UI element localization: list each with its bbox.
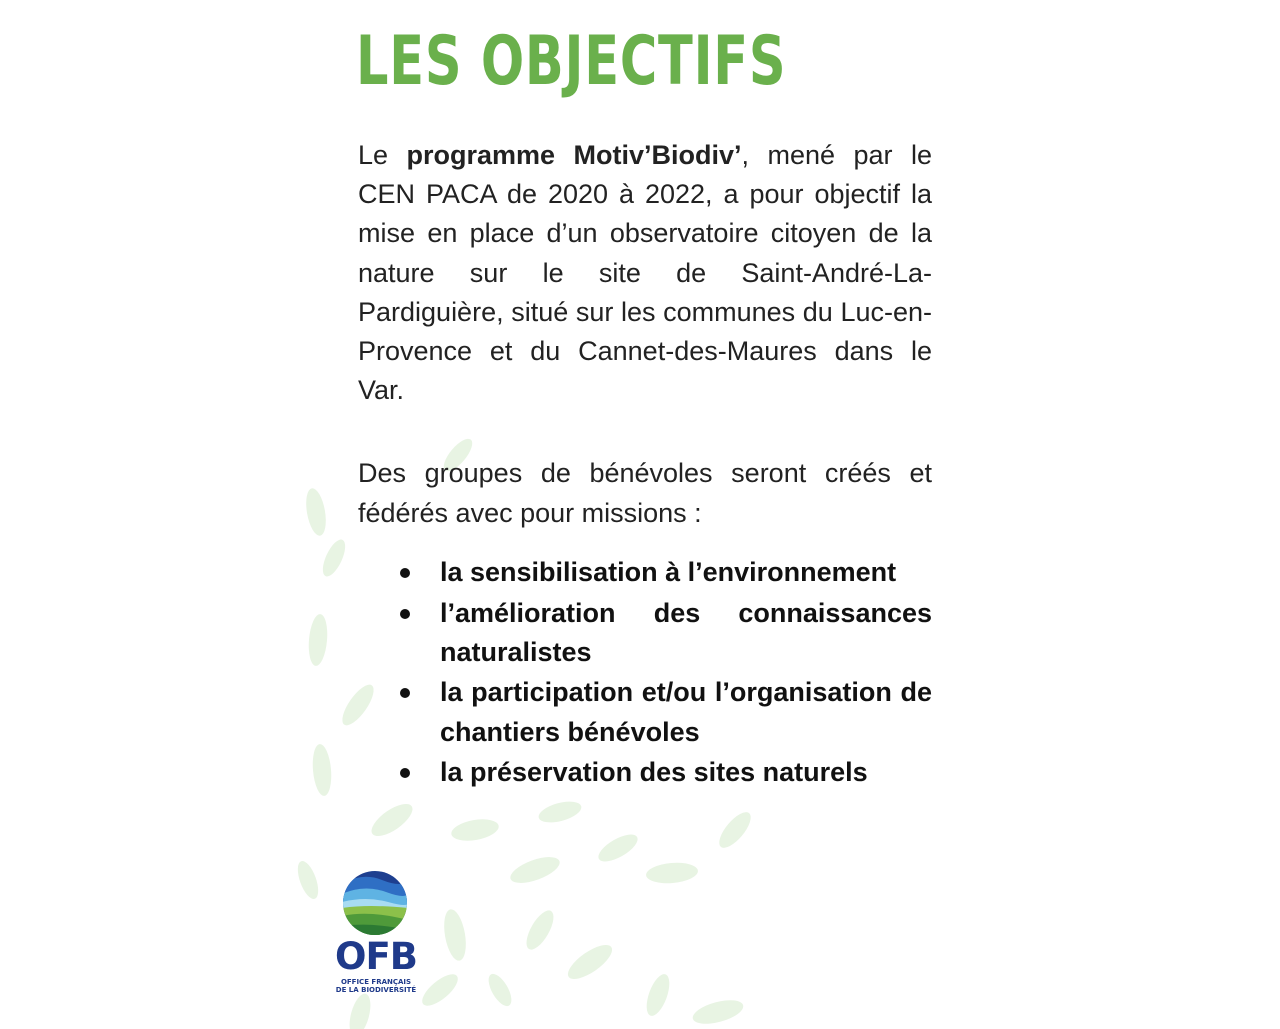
intro-text: Le <box>358 140 407 170</box>
intro-paragraph <box>358 136 932 410</box>
list-item <box>358 753 932 792</box>
list-item <box>358 553 932 592</box>
volunteers-paragraph: Des groupes de bénévoles seront créés et fédérés avec pour missions : <box>358 458 932 528</box>
missions-list <box>358 553 932 793</box>
bullet-icon <box>400 768 410 778</box>
list-item <box>358 594 932 672</box>
logo-subtitle-line1: OFFICE FRANÇAIS <box>340 978 412 986</box>
list-item <box>358 673 932 751</box>
bullet-icon <box>400 688 410 698</box>
ofb-emblem-icon <box>342 870 408 936</box>
ofb-logo <box>326 870 426 1000</box>
mission-text: l’amélioration des connaissances naturalistes <box>440 597 932 667</box>
bullet-icon <box>400 568 410 578</box>
logo-subtitle <box>326 978 426 994</box>
page-title: LES OBJECTIFS <box>356 22 787 101</box>
logo-subtitle-line2: DE LA BIODIVERSITÉ <box>335 986 417 994</box>
mission-text: la préservation des sites naturels <box>440 757 868 788</box>
intro-rest: , mené par le CEN PACA de 2020 à 2022, a pour objectif la mise en place d’un observatoire citoyen de la nature sur le site de Saint-André-La-Pardiguière, situé sur les communes du Luc-en-Provence et du Cannet-des-Maures dans le Var. <box>358 140 932 406</box>
main-content <box>358 136 932 794</box>
logo-acronym: OFB <box>335 935 417 978</box>
bullet-icon <box>400 609 410 619</box>
mission-text: la participation et/ou l’organisation de chantiers bénévoles <box>440 677 932 747</box>
mission-text: la sensibilisation à l’environnement <box>440 556 897 587</box>
program-name: programme Motiv’Biodiv’ <box>406 140 742 170</box>
